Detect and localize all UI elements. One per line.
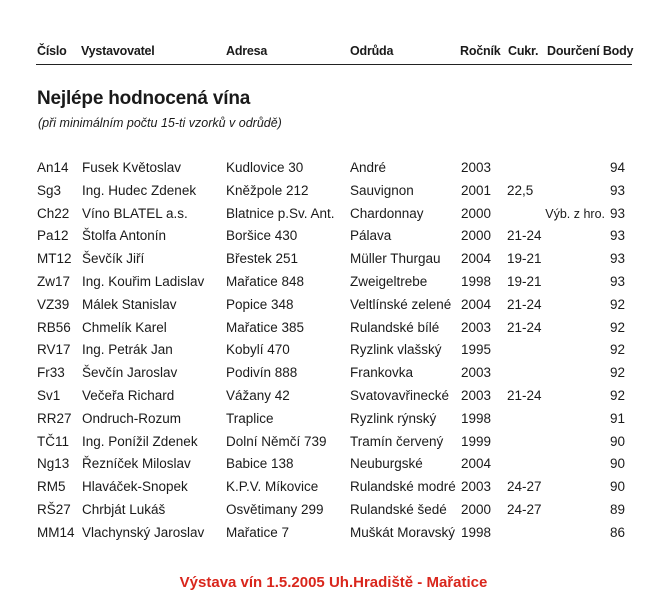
points-score: 92 [609,387,625,403]
table-row [0,363,667,386]
exhibitor-name: Chrbját Lukáš [82,501,166,517]
exhibitor-name: Řezníček Miloslav [82,456,191,472]
points-score: 86 [609,524,625,540]
wine-code: RŠ27 [37,501,71,517]
exhibitor-address: Kobylí 470 [226,342,290,358]
wine-code: MM14 [37,524,75,540]
wine-variety: Neuburgské [350,456,423,472]
wine-variety: Sauvignon [350,182,414,198]
header-variety: Odrůda [350,44,394,58]
exhibitor-name: Ševčík Jiří [82,251,145,267]
vintage-year: 2003 [461,479,492,495]
wine-variety: Ryzlink rýnský [350,410,437,426]
wine-variety: Zweigeltrebe [350,273,428,289]
wine-code: TČ11 [37,433,70,449]
points-score: 92 [609,365,625,381]
wine-variety: Müller Thurgau [350,251,441,267]
table-row [0,295,667,318]
vintage-year: 2004 [461,296,492,312]
exhibitor-address: Dolní Němčí 739 [226,433,327,449]
header-address: Adresa [226,44,268,58]
exhibitor-name: Vlachynský Jaroslav [82,524,205,540]
table-header [0,44,667,64]
header-year: Ročník [460,44,501,58]
points-score: 92 [609,319,625,335]
vintage-year: 2000 [461,501,492,517]
table-row [0,500,667,523]
points-score: 92 [609,296,625,312]
table-row [0,523,667,546]
wine-code: An14 [37,160,69,175]
exhibitor-name: Ing. Hudec Zdenek [82,182,197,198]
exhibitor-name: Ondruch-Rozum [82,410,182,426]
wine-variety: Pálava [350,228,392,244]
vintage-year: 2004 [461,456,492,472]
exhibitor-name: Hlaváček-Snopek [82,479,188,495]
vintage-year: 2001 [461,182,492,198]
vintage-year: 2003 [461,387,492,403]
wine-variety: André [350,160,387,175]
exhibitor-name: Večeřa Richard [82,387,175,403]
sugar-content: 19-21 [507,251,542,267]
sugar-content: 24-27 [507,479,542,495]
footer-caption: Výstava vín 1.5.2005 Uh.Hradiště - Mařatice [179,574,488,591]
determination-note: Výb. z hro. [545,206,605,221]
wine-code: Ch22 [37,205,70,221]
exhibitor-name: Ing. Ponížil Zdenek [82,433,198,449]
wine-code: Ng13 [37,456,70,472]
exhibitor-address: Břestek 251 [226,251,299,267]
exhibitor-address: K.P.V. Míkovice [226,479,319,495]
points-score: 90 [609,456,625,472]
points-score: 93 [609,273,625,289]
points-score: 93 [609,251,625,267]
wine-variety: Ryzlink vlašský [350,342,442,358]
wine-code: Zw17 [37,273,71,289]
sugar-content: 21-24 [507,387,542,403]
vintage-year: 1998 [461,524,492,540]
points-score: 91 [609,410,625,426]
exhibitor-address: Boršice 430 [226,228,298,244]
points-score: 93 [609,228,625,244]
points-score: 90 [609,433,625,449]
vintage-year: 1995 [461,342,492,358]
wine-code: RV17 [37,342,71,358]
sugar-content: 21-24 [507,228,542,244]
wine-code: VZ39 [37,296,70,312]
points-score: 93 [609,205,625,221]
header-determination-points: Dourčení Body [547,44,634,58]
table-row [0,432,667,455]
sugar-content: 19-21 [507,273,542,289]
vintage-year: 2004 [461,251,492,267]
table-row [0,409,667,432]
wine-code: RM5 [37,479,66,495]
exhibitor-address: Osvětimany 299 [226,501,324,517]
exhibitor-name: Ing. Petrák Jan [82,342,173,358]
section-title: Nejlépe hodnocená vína [37,88,251,109]
table-row [0,318,667,341]
table-row [0,454,667,477]
exhibitor-name: Fusek Květoslav [82,160,182,175]
table-row [0,340,667,363]
header-sugar: Cukr. [508,44,539,58]
wine-variety: Tramín červený [350,433,444,449]
points-score: 90 [609,479,625,495]
vintage-year: 2000 [461,228,492,244]
section-subtitle: (při minimálním počtu 15-ti vzorků v odrůdě) [38,116,282,130]
wine-code: Pa12 [37,228,69,244]
vintage-year: 2003 [461,160,492,175]
table-row [0,386,667,409]
points-score: 92 [609,342,625,358]
vintage-year: 2000 [461,205,492,221]
exhibitor-address: Mařatice 848 [226,273,305,289]
table-row [0,477,667,500]
exhibitor-address: Popice 348 [226,296,294,312]
points-score: 89 [609,501,625,517]
table-row [0,249,667,272]
exhibitor-address: Kudlovice 30 [226,160,304,175]
exhibitor-name: Štolfa Antonín [82,228,167,244]
wine-variety: Frankovka [350,365,414,381]
points-score: 93 [609,182,625,198]
wine-code: MT12 [37,251,72,267]
header-divider [36,64,632,65]
results-list [0,158,667,546]
wine-code: Sg3 [37,182,62,198]
wine-code: Fr33 [37,365,65,381]
vintage-year: 1998 [461,273,492,289]
sugar-content: 24-27 [507,501,542,517]
exhibitor-name: Víno BLATEL a.s. [82,205,188,221]
exhibitor-name: Ing. Kouřim Ladislav [82,273,205,289]
vintage-year: 2003 [461,365,492,381]
table-row [0,204,667,227]
wine-variety: Chardonnay [350,205,424,221]
exhibitor-address: Podivín 888 [226,365,298,381]
exhibitor-name: Chmelík Karel [82,319,167,335]
exhibitor-address: Traplice [226,410,274,426]
exhibitor-address: Vážany 42 [226,387,290,403]
wine-code: RR27 [37,410,72,426]
sugar-content: 21-24 [507,319,542,335]
wine-variety: Rulandské modré [350,479,456,495]
vintage-year: 2003 [461,319,492,335]
header-code: Číslo [37,44,67,58]
sugar-content: 21-24 [507,296,542,312]
exhibitor-address: Babice 138 [226,456,294,472]
exhibitor-name: Ševčín Jaroslav [82,365,178,381]
table-row [0,226,667,249]
points-score: 94 [609,160,625,175]
wine-variety: Rulandské bílé [350,319,440,335]
exhibitor-address: Blatnice p.Sv. Ant. [226,205,335,221]
wine-variety: Muškát Moravský [350,524,456,540]
wine-variety: Rulandské šedé [350,501,447,517]
exhibitor-address: Kněžpole 212 [226,182,309,198]
table-row [0,272,667,295]
wine-code: RB56 [37,319,71,335]
table-row [0,181,667,204]
header-exhibitor: Vystavovatel [81,44,155,58]
vintage-year: 1999 [461,433,492,449]
wine-code: Sv1 [37,387,61,403]
wine-variety: Svatovavřinecké [350,387,450,403]
exhibitor-name: Málek Stanislav [82,296,177,312]
wine-variety: Veltlínské zelené [350,296,452,312]
vintage-year: 1998 [461,410,492,426]
exhibitor-address: Mařatice 385 [226,319,305,335]
exhibitor-address: Mařatice 7 [226,524,290,540]
sugar-content: 22,5 [507,182,534,198]
table-row [0,158,667,181]
